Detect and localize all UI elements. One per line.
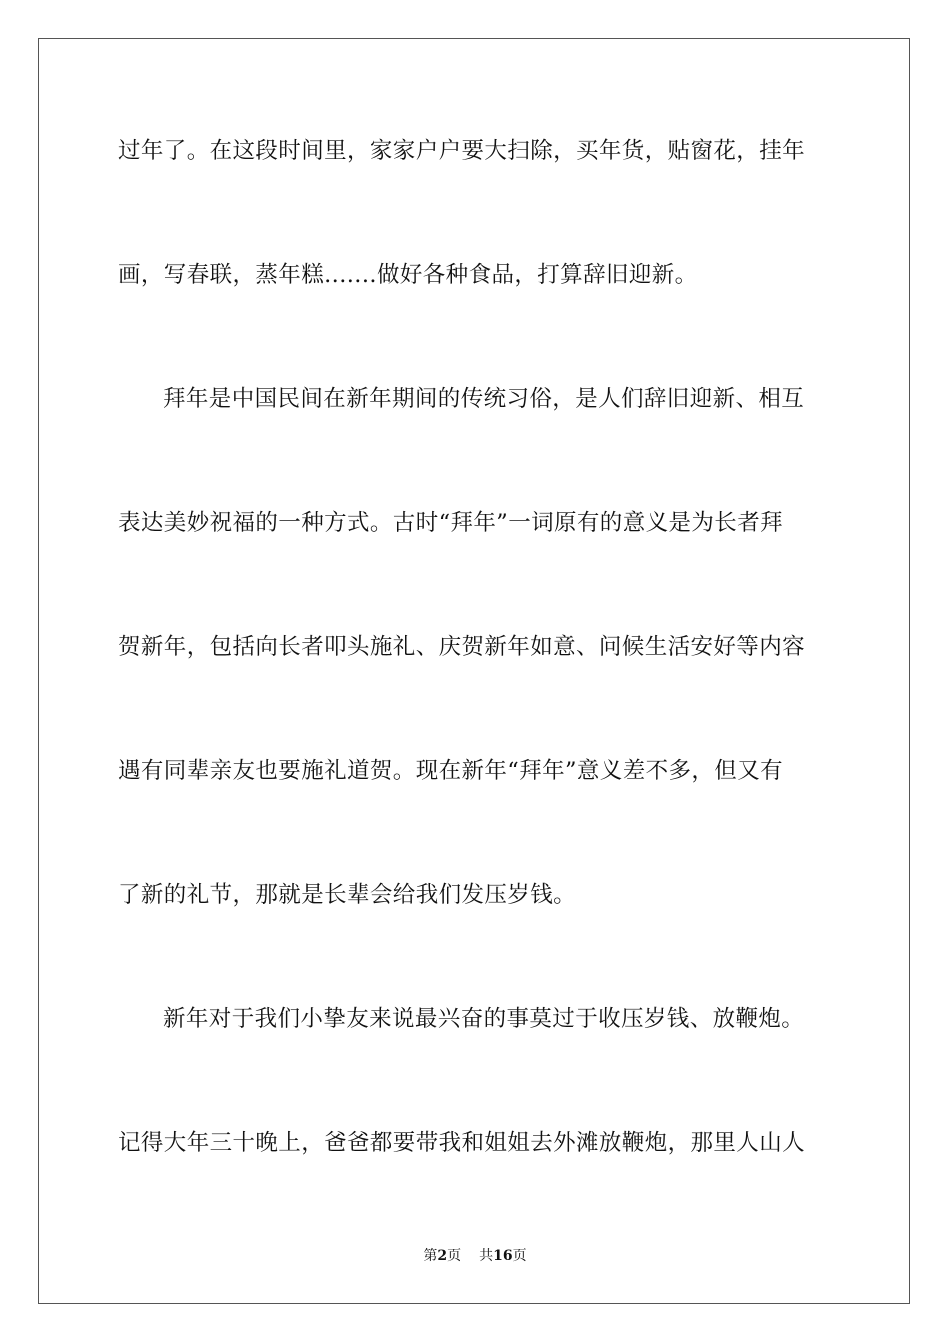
total-pages: 16: [493, 1248, 513, 1264]
paragraph-line: 画，写春联，蒸年糕.......做好各种食品，打算辞旧迎新。: [118, 262, 698, 288]
page-footer: [0, 1246, 950, 1266]
paragraph-line: 新年对于我们小挚友来说最兴奋的事莫过于收压岁钱、放鞭炮。: [163, 1006, 805, 1032]
paragraph-line: 贺新年，包括向长者叩头施礼、庆贺新年如意、问候生活安好等内容: [118, 634, 806, 660]
paragraph-line: 遇有同辈亲友也要施礼道贺。现在新年“拜年”意义差不多，但又有: [118, 758, 784, 784]
page-label-suffix: 页: [447, 1248, 462, 1264]
total-label-suffix: 页: [512, 1248, 527, 1264]
page-border: [38, 38, 910, 1304]
paragraph-line: 表达美妙祝福的一种方式。古时“拜年”一词原有的意义是为长者拜: [118, 510, 784, 536]
paragraph-line: 了新的礼节，那就是长辈会给我们发压岁钱。: [118, 882, 577, 908]
page-number: 2: [437, 1248, 448, 1264]
paragraph-line: 过年了。在这段时间里，家家户户要大扫除，买年货，贴窗花，挂年: [118, 138, 806, 164]
paragraph-line: 拜年是中国民间在新年期间的传统习俗，是人们辞旧迎新、相互: [163, 386, 805, 412]
paragraph-line: 记得大年三十晚上，爸爸都要带我和姐姐去外滩放鞭炮，那里人山人: [118, 1130, 806, 1156]
total-label-prefix: 共: [479, 1248, 494, 1264]
page-label-prefix: 第: [423, 1248, 438, 1264]
